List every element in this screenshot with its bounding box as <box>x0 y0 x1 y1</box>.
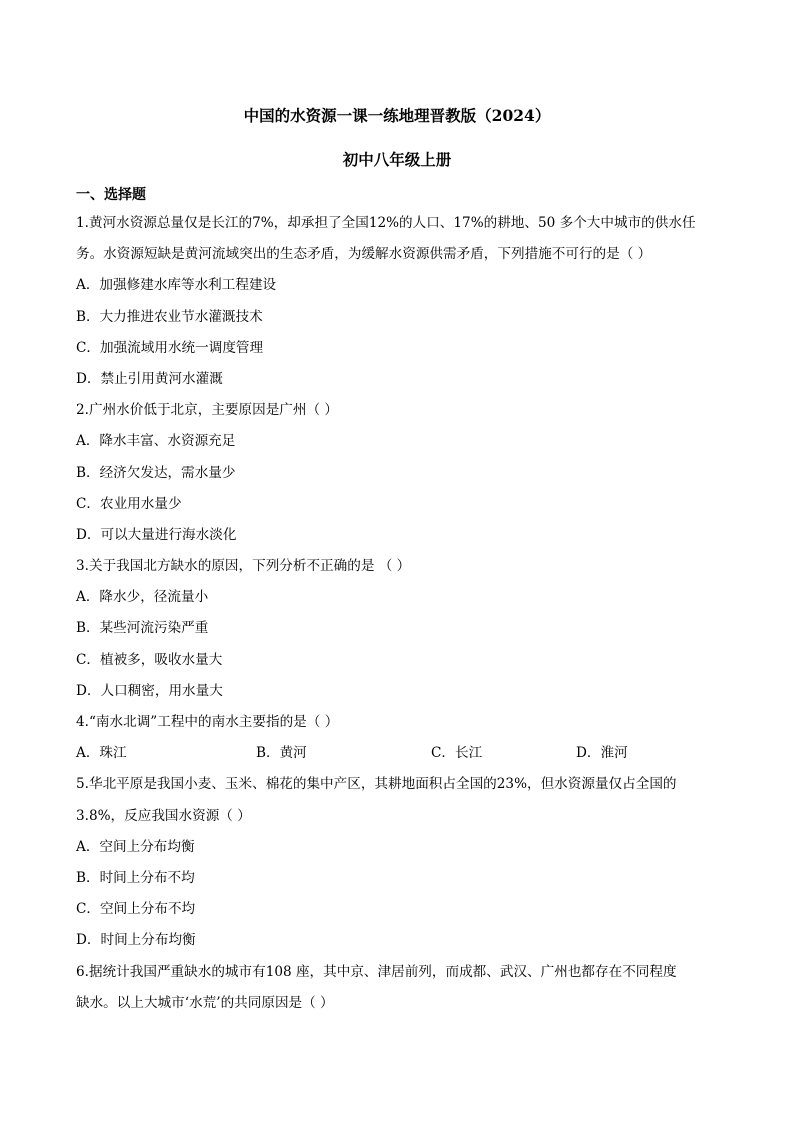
option-d: D．淮河 <box>576 745 628 762</box>
option-d: D．可以大量进行海水淡化 <box>76 526 237 543</box>
option-a: A．降水丰富、水资源充足 <box>76 433 236 450</box>
document-title: 中国的水资源一课一练地理晋教版（2024） <box>243 106 551 125</box>
option-c: C．植被多，吸收水量大 <box>76 651 223 668</box>
option-a: A．空间上分布均衡 <box>76 838 195 855</box>
question-1 <box>76 212 726 399</box>
option-c: C．长江 <box>431 745 483 762</box>
option-b: B．某些河流污染严重 <box>76 620 209 637</box>
option-a: A．加强修建水库等水利工程建设 <box>76 277 277 294</box>
question-stem: 3.关于我国北方缺水的原因，下列分析不正确的是 （ ） <box>76 558 411 575</box>
option-c: C．加强流域用水统一调度管理 <box>76 339 264 356</box>
option-b: B．黄河 <box>256 745 307 762</box>
question-stem: 2.广州水价低于北京，主要原因是广州（ ） <box>76 402 338 419</box>
question-stem: 6.据统计我国严重缺水的城市有108 座，其中京、津居前列，而成都、武汉、广州也都存在不同程度 <box>76 963 677 980</box>
option-b: B．大力推进农业节水灌溉技术 <box>76 308 263 325</box>
option-d: D．时间上分布均衡 <box>76 932 196 949</box>
option-a: A．降水少，径流量小 <box>76 589 209 606</box>
option-d: D．禁止引用黄河水灌溉 <box>76 370 223 387</box>
option-c: C．空间上分布不均 <box>76 901 196 918</box>
question-stem: 5.华北平原是我国小麦、玉米、棉花的集中产区，其耕地面积占全国的23%，但水资源量仅占全国的 <box>76 776 677 793</box>
option-c: C．农业用水量少 <box>76 495 182 512</box>
section-title: 一、选择题 <box>76 187 146 203</box>
option-b: B．时间上分布不均 <box>76 869 195 886</box>
question-2 <box>76 399 726 555</box>
option-d: D．人口稠密，用水量大 <box>76 682 223 699</box>
question-4 <box>76 711 726 773</box>
question-stem: 1.黄河水资源总量仅是长江的7%，却承担了全国12%的人口、17%的耕地、50 多个大中城市的供水任 <box>76 215 696 231</box>
question-list <box>76 212 726 1023</box>
inline-options <box>76 742 726 773</box>
question-stem: 4.“南水北调”工程中的南水主要指的是（ ） <box>76 714 339 730</box>
question-stem: 缺水。以上大城市‘水荒’的共同原因是（ ） <box>76 994 334 1011</box>
document-subtitle: 初中八年级上册 <box>342 150 452 169</box>
option-b: B．经济欠发达，需水量少 <box>76 464 236 481</box>
question-stem: 3.8%，反应我国水资源（ ） <box>76 807 251 824</box>
question-stem: 务。水资源短缺是黄河流域突出的生态矛盾，为缓解水资源供需矛盾，下列措施不可行的是（ ） <box>76 246 652 263</box>
option-a: A．珠江 <box>76 745 127 762</box>
question-5 <box>76 773 726 960</box>
question-6 <box>76 961 726 1023</box>
question-3 <box>76 555 726 711</box>
